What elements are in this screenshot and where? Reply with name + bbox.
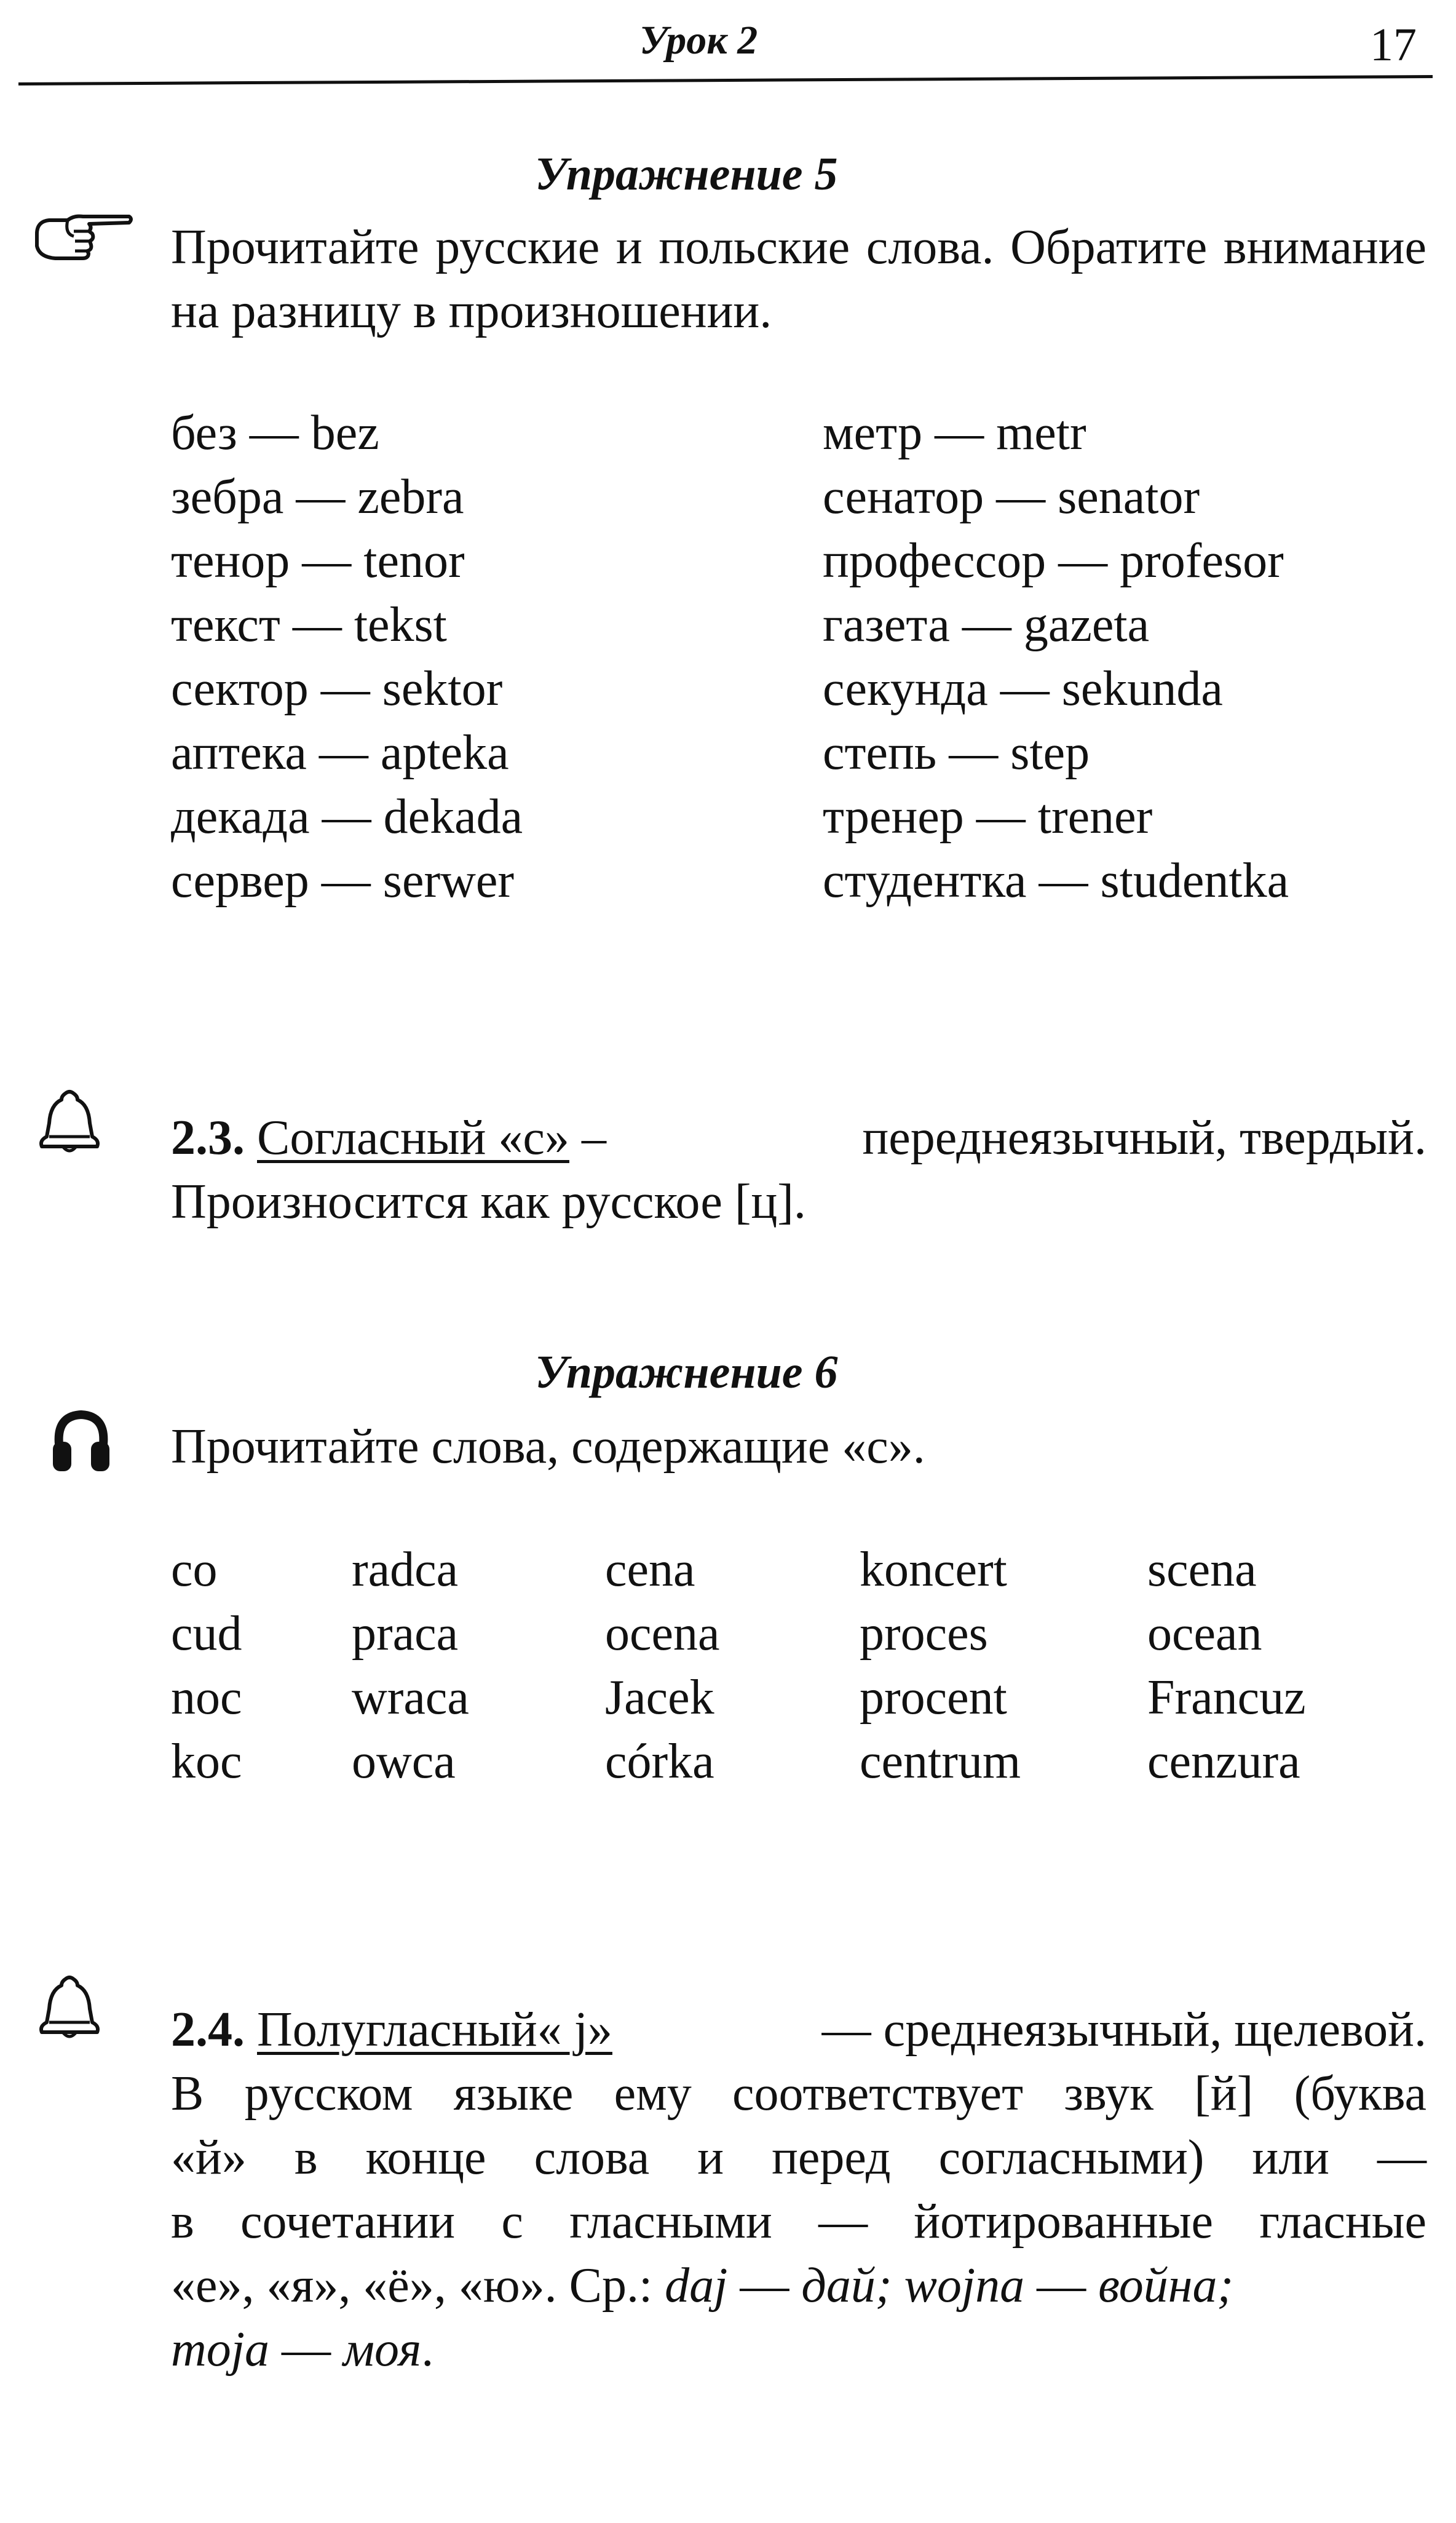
word-pair: аптека — apteka: [171, 726, 509, 780]
word-list-right: [823, 401, 1289, 913]
word: cud: [171, 1607, 242, 1661]
word: koc: [171, 1734, 242, 1789]
example-polish: wojna: [892, 2259, 1025, 2313]
dash: –: [581, 1111, 606, 1165]
example-russian: война;: [1098, 2259, 1234, 2313]
word-pair: сервер — serwer: [171, 854, 515, 908]
word-column-2: [352, 1538, 469, 1794]
rule-2-4-line-6: [171, 2318, 1426, 2382]
word: ocean: [1147, 1607, 1262, 1661]
word-column-5: [1147, 1538, 1306, 1794]
word-column-3: [605, 1538, 720, 1794]
rule-term: Согласный «c»: [257, 1111, 569, 1165]
exercise-5-instruction: Прочитайте русские и польские слова. Обратите внимание на разницу в произношении.: [171, 220, 1426, 338]
rule-2-4: [171, 1998, 1426, 2382]
rule-2-4-line-3: «й» в конце слова и перед согласными) или —: [171, 2131, 1426, 2185]
word: cena: [605, 1543, 695, 1597]
word: co: [171, 1543, 218, 1597]
example-polish: moja: [171, 2322, 269, 2377]
rule-2-4-line-5: [171, 2254, 1426, 2318]
word: córka: [605, 1734, 714, 1789]
rule-2-4-line-2: В русском языке ему соответствует звук [й] (буква: [171, 2067, 1426, 2121]
headphones-icon: [50, 1407, 112, 1475]
rule-text: «е», «я», «ё», «ю». Ср.:: [171, 2259, 665, 2313]
word: Francuz: [1147, 1671, 1306, 1725]
word: koncert: [860, 1543, 1007, 1597]
word: Jacek: [605, 1671, 714, 1725]
rule-2-3-line-2: Произносится как русское [ц].: [171, 1175, 806, 1229]
exercise-6-instruction: Прочитайте слова, содержащие «c».: [171, 1420, 925, 1474]
rule-number: 2.3.: [171, 1111, 245, 1165]
word-list-left: [171, 401, 523, 913]
word: cenzura: [1147, 1734, 1300, 1789]
word-pair: профессор — profesor: [823, 534, 1284, 588]
rule-2-4-line-1: [171, 1998, 1426, 2062]
word: praca: [352, 1607, 459, 1661]
page-number: 17: [1370, 19, 1417, 71]
exercise-5-title: Упражнение 5: [535, 148, 838, 200]
bell-icon: [36, 1089, 103, 1156]
word-column-4: [860, 1538, 1021, 1794]
rule-2-4-line-4: в сочетании с гласными — йотированные гласные: [171, 2195, 1426, 2249]
pointing-hand-icon: [31, 209, 135, 264]
dash: —: [269, 2322, 343, 2377]
rule-description: — среднеязычный, щелевой.: [821, 2003, 1426, 2057]
dash: —: [727, 2259, 802, 2313]
word: owca: [352, 1734, 456, 1789]
exercise-6-title: Упражнение 6: [535, 1346, 838, 1398]
example-polish: daj: [665, 2259, 728, 2313]
word: noc: [171, 1671, 242, 1725]
rule-description: переднеязычный, твердый.: [862, 1111, 1426, 1165]
lesson-title: Урок 2: [639, 18, 758, 63]
word-pair: без — bez: [171, 406, 379, 460]
word: wraca: [352, 1671, 469, 1725]
word-pair: сектор — sektor: [171, 662, 503, 716]
dash: —: [1024, 2259, 1099, 2313]
word: centrum: [860, 1734, 1021, 1789]
example-russian: моя: [343, 2322, 422, 2377]
word-pair: газета — gazeta: [823, 598, 1150, 652]
word-pair: сенатор — senator: [823, 470, 1200, 524]
word: radca: [352, 1543, 459, 1597]
header-rule: [18, 75, 1433, 85]
rule-2-3-line-1: [171, 1106, 1426, 1170]
bell-icon: [36, 1974, 103, 2042]
word: procent: [860, 1671, 1007, 1725]
word: scena: [1147, 1543, 1257, 1597]
word-pair: секунда — sekunda: [823, 662, 1223, 716]
word: ocena: [605, 1607, 720, 1661]
rule-term: Полугласный« j»: [257, 2003, 612, 2057]
word: proces: [860, 1607, 988, 1661]
word-pair: декада — dekada: [171, 790, 523, 844]
period: .: [421, 2322, 434, 2377]
word-pair: степь — step: [823, 726, 1090, 780]
word-pair: метр — metr: [823, 406, 1086, 460]
rule-number: 2.4.: [171, 2003, 245, 2057]
word-pair: зебра — zebra: [171, 470, 464, 524]
word-column-1: [171, 1538, 242, 1794]
word-pair: тенор — tenor: [171, 534, 465, 588]
word-pair: тренер — trener: [823, 790, 1153, 844]
example-russian: дай;: [801, 2259, 892, 2313]
word-pair: текст — tekst: [171, 598, 447, 652]
rule-2-3: [171, 1106, 1426, 1234]
word-pair: студентка — studentka: [823, 854, 1289, 908]
